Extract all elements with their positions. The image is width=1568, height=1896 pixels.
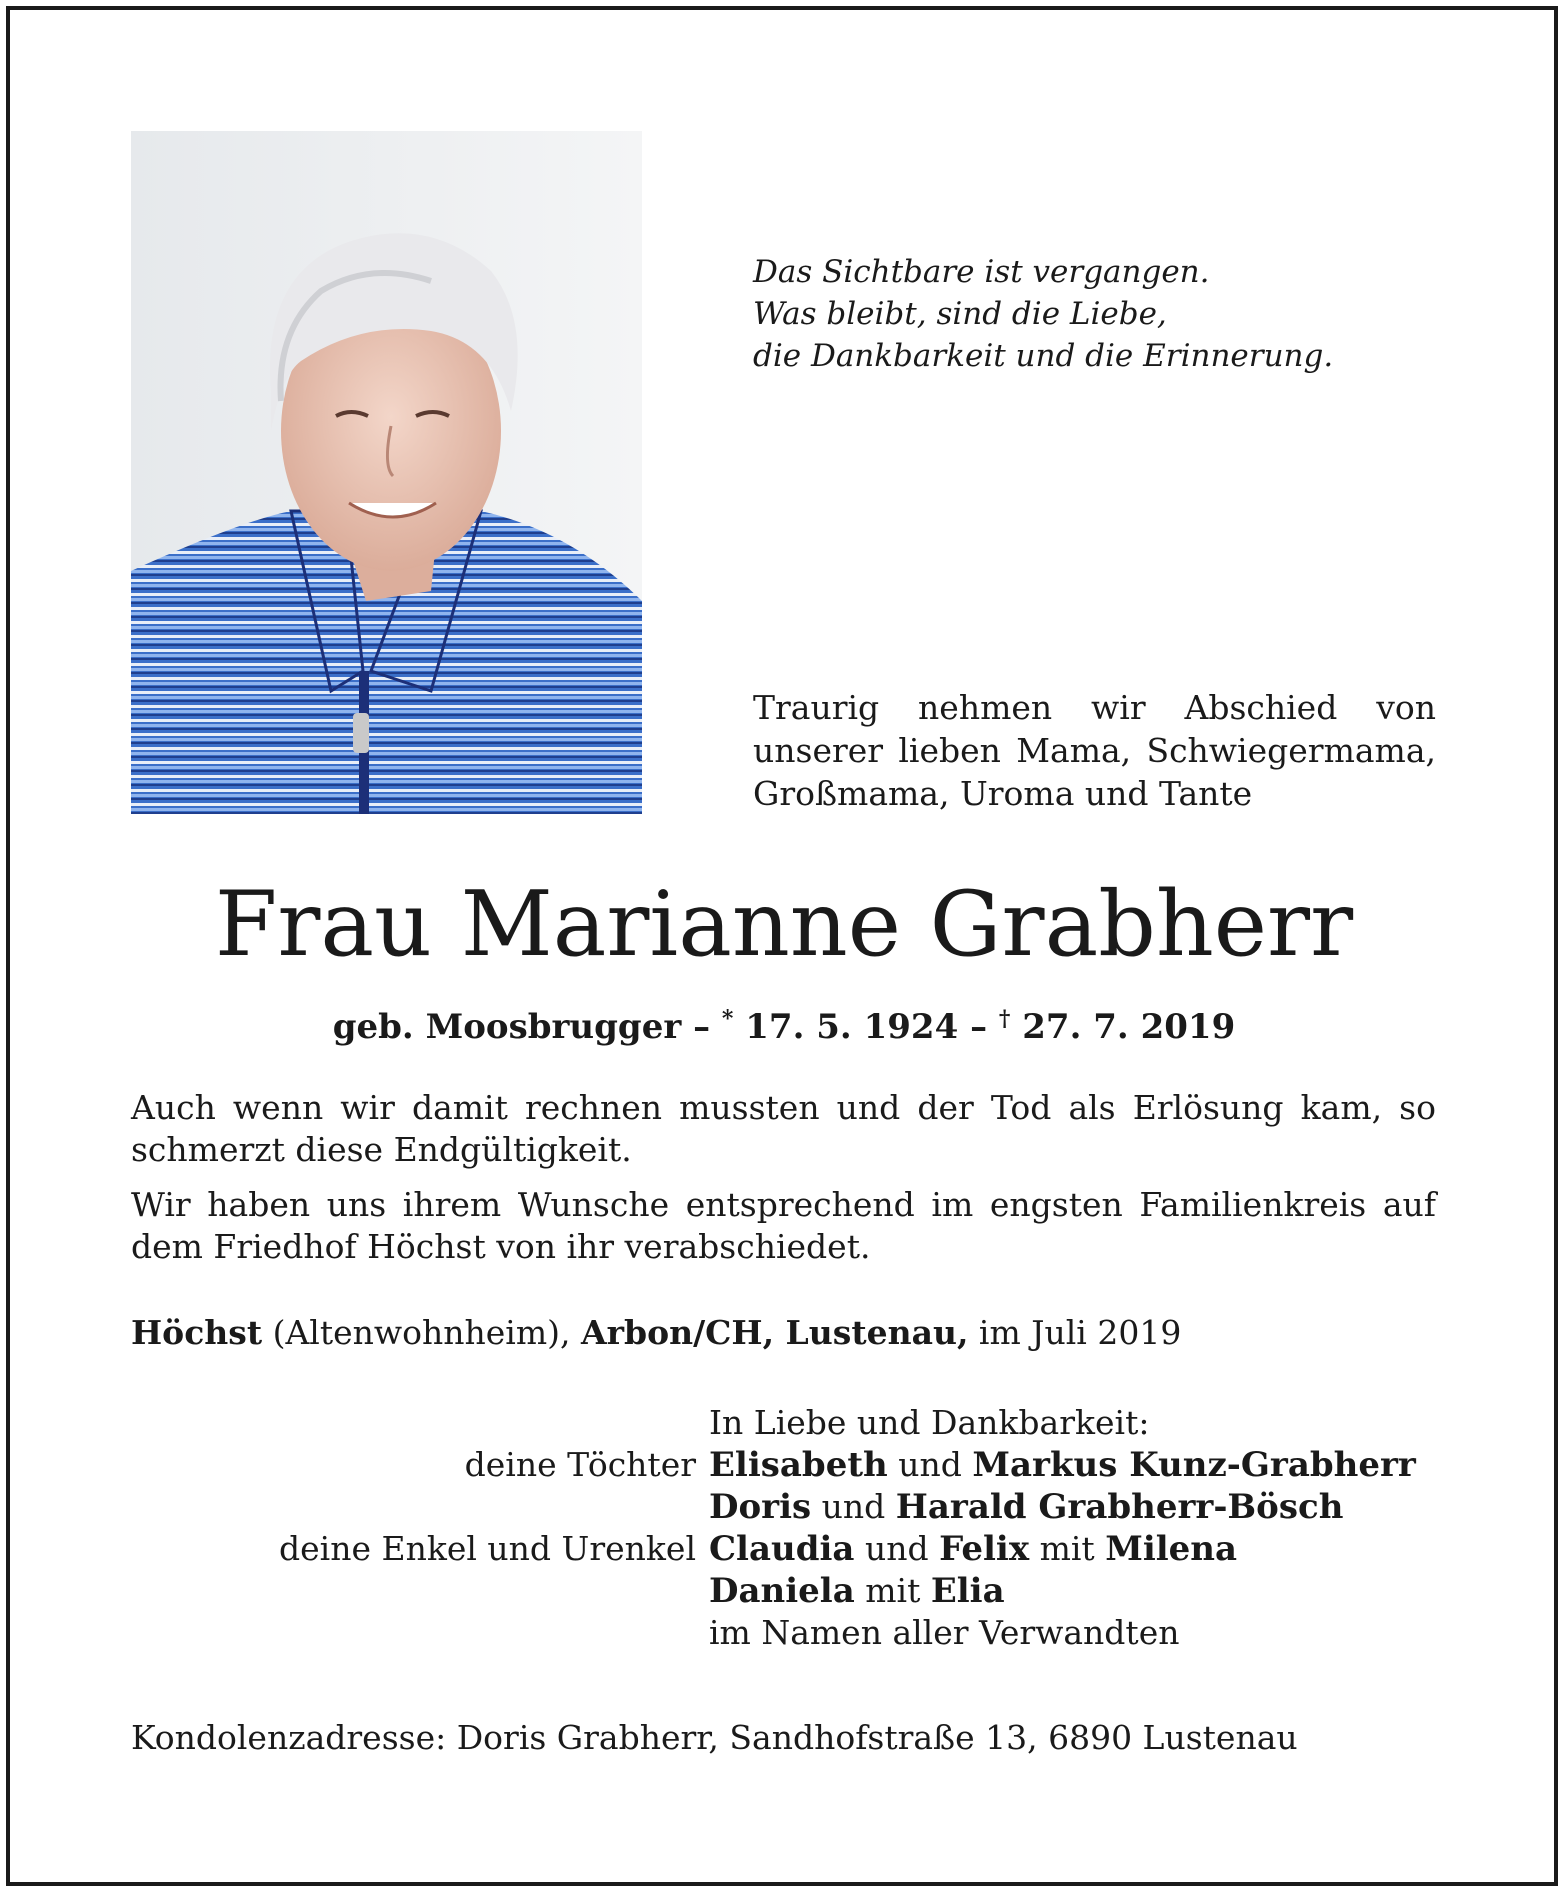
quote-line: die Dankbarkeit und die Erinnerung. [753, 338, 1334, 374]
deceased-name: Frau Marianne Grabherr [214, 872, 1354, 977]
person-name: Elia [930, 1571, 1005, 1611]
memorial-quote [753, 251, 1453, 377]
signature-row [0, 1570, 1568, 1612]
person-name: Harald Grabherr-Bösch [895, 1487, 1344, 1527]
signature-row [0, 1528, 1568, 1570]
town: Höchst [131, 1313, 263, 1352]
paragraph-line: Wir haben uns ihrem Wunsche entsprechend im engsten Familienkreis auf [131, 1185, 1436, 1224]
death-date: 27. 7. 2019 [1010, 1007, 1236, 1047]
person-name: Elisabeth [709, 1445, 888, 1485]
signature-heading: In Liebe und Dankbarkeit: [709, 1403, 1150, 1442]
life-dates [0, 997, 1568, 1049]
person-name: Doris [709, 1487, 812, 1527]
relation-label: deine Töchter [464, 1445, 696, 1484]
paragraph-line: schmerzt diese Endgültigkeit. [131, 1130, 632, 1169]
person-name: Felix [939, 1529, 1030, 1569]
person-name: Markus Kunz-Grabherr [972, 1445, 1416, 1485]
portrait-photo [131, 131, 642, 814]
quote-line: Das Sichtbare ist vergangen. [753, 254, 1210, 290]
place-note: (Altenwohnheim), [262, 1313, 582, 1352]
intro-line: Großmama, Uroma und Tante [753, 774, 1253, 813]
paragraph-acceptance [131, 1087, 1436, 1171]
birth-name: geb. Moosbrugger [332, 1007, 682, 1047]
intro-line: unserer lieben Mama, Schwiegermama, [753, 731, 1436, 770]
relation-label: deine Enkel und Urenkel [279, 1529, 696, 1568]
person-name: Claudia [709, 1529, 855, 1569]
condolence-address: Kondolenzadresse: Doris Grabherr, Sandhofstraße 13, 6890 Lustenau [131, 1718, 1298, 1757]
quote-line: Was bleibt, sind die Liebe, [753, 296, 1167, 332]
conjunction: und [887, 1445, 973, 1484]
paragraph-line: Auch wenn wir damit rechnen mussten und der Tod als Erlösung kam, so [131, 1088, 1436, 1127]
intro-line: Traurig nehmen wir Abschied von [753, 688, 1436, 727]
paragraph-farewell [131, 1184, 1436, 1268]
birth-date: 17. 5. 1924 [733, 1007, 959, 1047]
date: im Juli 2019 [968, 1313, 1182, 1352]
signature-row [0, 1444, 1568, 1486]
towns: Arbon/CH, Lustenau, [581, 1313, 969, 1352]
paragraph-line: dem Friedhof Höchst von ihr verabschiedet. [131, 1227, 871, 1266]
separator: – [958, 1007, 999, 1047]
person-name: Milena [1105, 1529, 1238, 1569]
conjunction: mit [1029, 1529, 1106, 1568]
closing-line: im Namen aller Verwandten [709, 1613, 1180, 1652]
person-name: Daniela [709, 1571, 855, 1611]
death-mark: † [998, 1006, 1011, 1032]
signature-row [0, 1486, 1568, 1528]
farewell-intro [753, 686, 1436, 815]
place-and-date [131, 1312, 1181, 1354]
conjunction: und [811, 1487, 896, 1526]
signature-row [0, 1612, 1568, 1654]
birth-mark: * [721, 1006, 734, 1032]
conjunction: und [854, 1529, 940, 1568]
conjunction: mit [854, 1571, 931, 1610]
separator: – [681, 1007, 722, 1047]
